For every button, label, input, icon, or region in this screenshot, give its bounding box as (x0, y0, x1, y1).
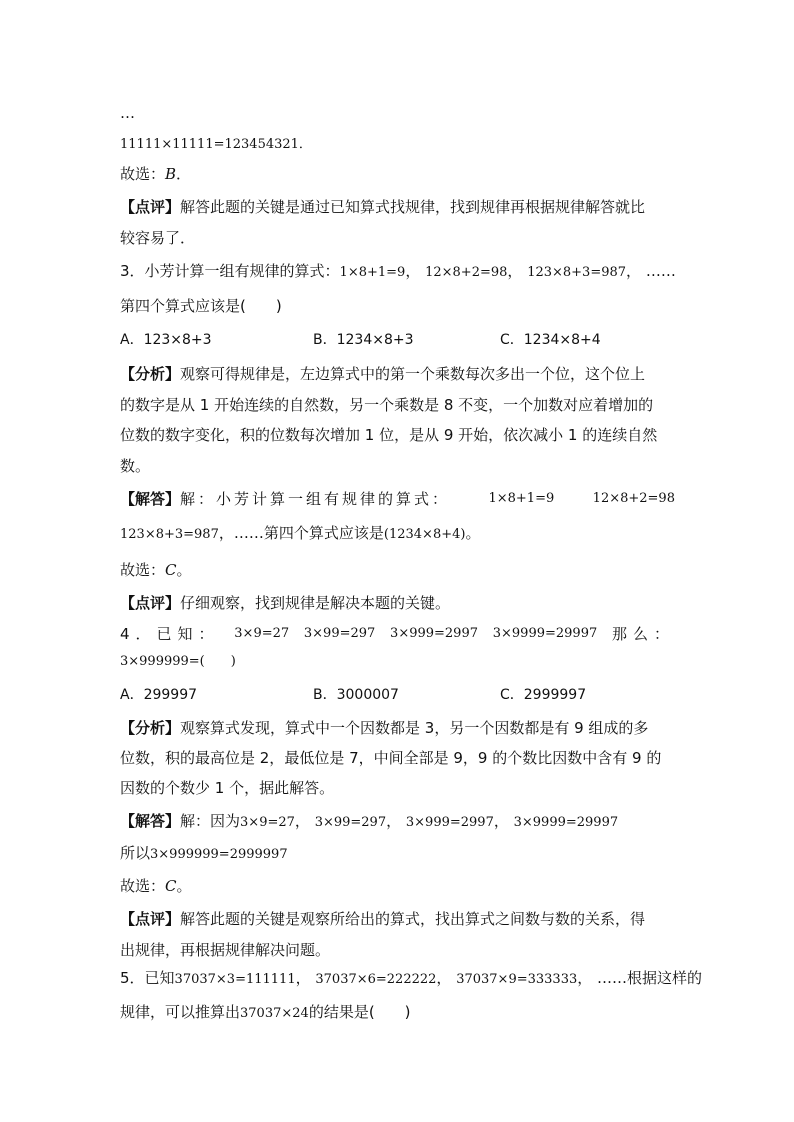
q4-comment-1: 【点评】解答此题的关键是观察所给出的算式，找出算式之间数与数的关系，得 (120, 910, 646, 928)
q3-stem-b: 第四个算式应该是( ) (120, 297, 282, 315)
ellipsis-line: … (120, 104, 135, 122)
q3-option-a: A．123×8+3 (120, 332, 212, 348)
q5-stem-b: 规律，可以推算出37037×24的结果是( ) (120, 1003, 411, 1021)
q4-option-c: C．2999997 (500, 687, 587, 703)
answer-line: 故选：B． (120, 165, 192, 183)
q4-option-a: A．299997 (120, 687, 198, 703)
q4-analysis-1: 【分析】观察算式发现，算式中一个因数都是 3，另一个因数都是有 9 组成的多 (120, 719, 649, 737)
q3-analysis-3: 位数的数字变化，积的位数每次增加 1 位，是从 9 开始，依次减小 1 的连续自然 (120, 426, 658, 444)
comment-line-2: 较容易了． (120, 229, 196, 247)
q3-analysis-4: 数。 (120, 457, 151, 475)
q3-stem: 3．小芳计算一组有规律的算式：1×8+1=9， 12×8+2=98， 123×8+3=987， …… (120, 262, 676, 280)
q3-comment: 【点评】仔细观察，找到规律是解决本题的关键。 (120, 594, 451, 612)
q4-select: 故选：C。 (120, 877, 192, 895)
q4-solution-1: 【解答】解：因为3×9=27， 3×99=297， 3×999=2997， 3×9999=29997 (120, 812, 619, 830)
q4-analysis-3: 因数的个数少 1 个，据此解答。 (120, 779, 335, 797)
q4-comment-2: 出规律，再根据规律解决问题。 (120, 941, 331, 959)
comment-line-1: 【点评】解答此题的关键是通过已知算式找规律，找到规律再根据规律解答就比 (120, 198, 646, 216)
q3-analysis-2: 的数字是从 1 开始连续的自然数，另一个乘数是 8 不变，一个加数对应着增加的 (120, 396, 654, 414)
q3-solution-2: 123×8+3=987，……第四个算式应该是(1234×8+4)。 (120, 524, 481, 542)
q4-option-b: B．3000007 (313, 687, 399, 703)
q3-option-c: C．1234×8+4 (500, 332, 601, 348)
q4-stem: 4．已知： 3×9=27 3×99=297 3×999=2997 3×9999=29997 那么： (120, 625, 675, 643)
equation-line: 11111×11111=123454321． (120, 137, 312, 152)
q3-option-b: B．1234×8+3 (313, 332, 414, 348)
q3-select: 故选：C。 (120, 561, 192, 579)
q3-analysis-1: 【分析】观察可得规律是，左边算式中的第一个乘数每次多出一个位，这个位上 (120, 365, 646, 383)
q3-solution-1: 【解答】解：小芳计算一组有规律的算式： 1×8+1=9 12×8+2=98 (120, 490, 675, 508)
q4-stem-b: 3×999999=( ) (120, 654, 236, 669)
q4-solution-2: 所以3×999999=2999997 (120, 844, 288, 862)
q4-analysis-2: 位数，积的最高位是 2，最低位是 7，中间全部是 9，9 的个数比因数中含有 9 的 (120, 749, 662, 767)
q5-stem: 5．已知37037×3=111111， 37037×6=222222， 37037×9=333333， ……根据这样的 (120, 969, 703, 987)
